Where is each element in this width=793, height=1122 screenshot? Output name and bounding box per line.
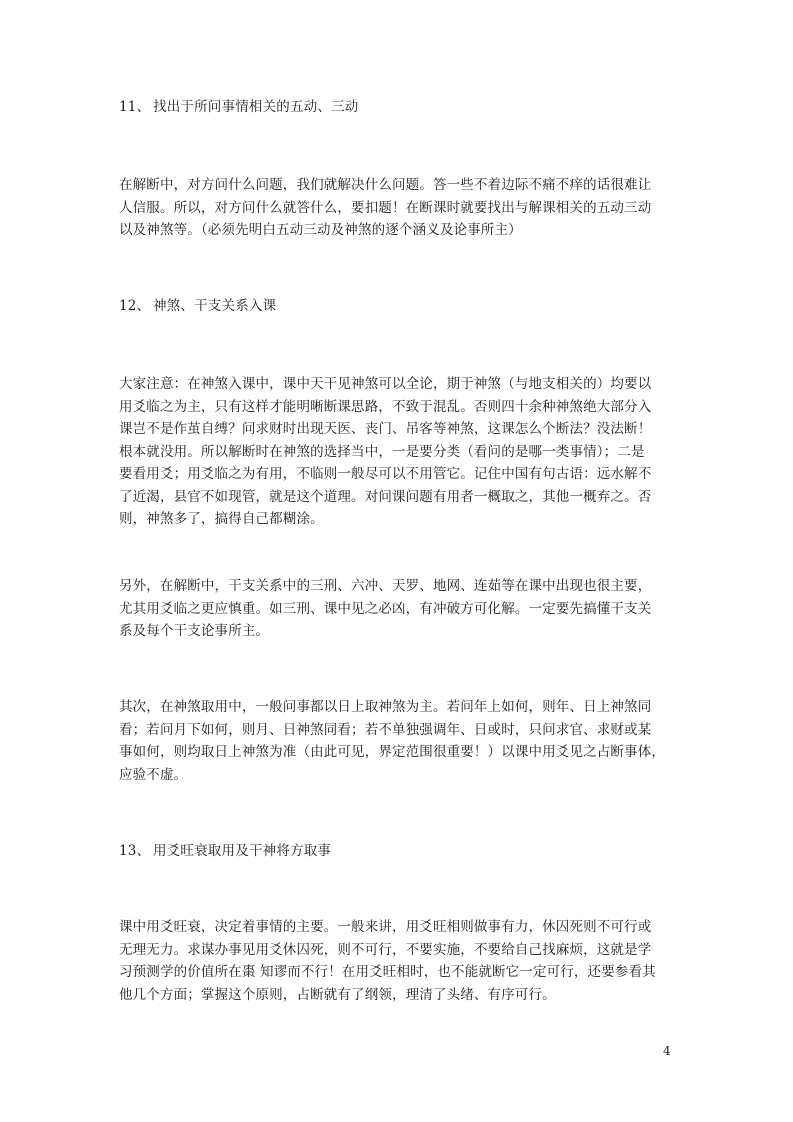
text-line: 以及神煞等。（必须先明白五动三动及神煞的逐个涵义及论事所主）	[119, 222, 522, 238]
text-line: 他几个方面；掌握这个原则，占断就有了纲领，理清了头绪、有序可行。	[119, 986, 556, 1003]
text-line: 根本就没用。所以解断时在神煞的选择当中，一是要分类（看问的是哪一类事情）；二是	[119, 443, 645, 460]
text-line: 事如何，则均取日上神煞为准（由此可见，界定范围很重要！）以课中用爻见之占断事体，	[119, 744, 665, 760]
text-line: 人信服。所以，对方问什么就答什么，要扣题！在断课时就要找出与解课相关的五动三动	[119, 199, 652, 216]
text-line: 大家注意：在神煞入课中，课中天干见神煞可以全论，期于神煞（与地支相关的）均要以	[119, 376, 652, 392]
paragraph	[119, 174, 679, 242]
section-number: 11、	[119, 99, 151, 115]
text-line: 无理无力。求谋办事见用爻休囚死，则不可行，不要实施，不要给自己找麻烦，这就是学	[119, 941, 652, 958]
text-line: 习预测学的价值所在棗 知谬而不行！在用爻旺相时，也不能就断它一定可行，还要参看其	[119, 964, 656, 980]
text-line: 课岂不是作茧自缚？问求财时出现天医、丧门、吊客等神煞，这课怎么个断法？没法断！	[119, 421, 652, 437]
text-line: 另外，在解断中，干支关系中的三刑、六冲、天罗、地网、连茹等在课中出现也很主要，	[119, 578, 652, 594]
section-title: 神煞、干支关系入课	[153, 298, 277, 314]
section-title: 找出于所问事情相关的五动、三动	[153, 99, 359, 115]
section-heading	[119, 296, 276, 316]
text-line: 则，神煞多了，搞得自己都糊涂。	[119, 511, 324, 527]
section-title: 用爻旺衰取用及干神将方取事	[153, 843, 332, 859]
paragraph	[119, 916, 679, 1006]
text-line: 其次，在神煞取用中，一般问事都以日上取神煞为主。若问年上如何，则年、日上神煞同	[119, 699, 652, 715]
paragraph	[119, 696, 679, 786]
text-line: 要看用爻；用爻临之为有用，不临则一般尽可以不用管它。记住中国有句古语：远水解不	[119, 466, 652, 482]
text-line: 尤其用爻临之更应慎重。如三刑、课中见之必凶，有冲破方可化解。一定要先搞懂干支关	[119, 600, 652, 617]
paragraph	[119, 575, 679, 643]
section-heading	[119, 97, 359, 117]
text-line: 在解断中，对方问什么问题，我们就解决什么问题。答一些不着边际不痛不痒的话很难让	[119, 177, 652, 193]
text-line: 用爻临之为主，只有这样才能明晰断课思路，不致于混乱。否则四十余种神煞绝大部分入	[119, 398, 652, 415]
section-heading	[119, 841, 331, 861]
section-number: 12、	[119, 298, 151, 314]
text-line: 了近渴，县官不如现管，就是这个道理。对问课问题有用者一概取之，其他一概弃之。否	[119, 488, 652, 505]
text-line: 系及每个干支论事所主。	[119, 623, 270, 639]
text-line: 课中用爻旺衰，决定着事情的主要。一般来讲，用爻旺相则做事有力，休囚死则不可行或	[119, 919, 652, 935]
text-line: 应验不虚。	[119, 766, 188, 783]
section-number: 13、	[119, 843, 151, 859]
page-number: 4	[663, 1044, 671, 1058]
text-line: 看；若问月下如何，则月、日神煞同看；若不单独强调年、日或时，只问求官、求财或某	[119, 721, 652, 738]
paragraph	[119, 373, 679, 531]
